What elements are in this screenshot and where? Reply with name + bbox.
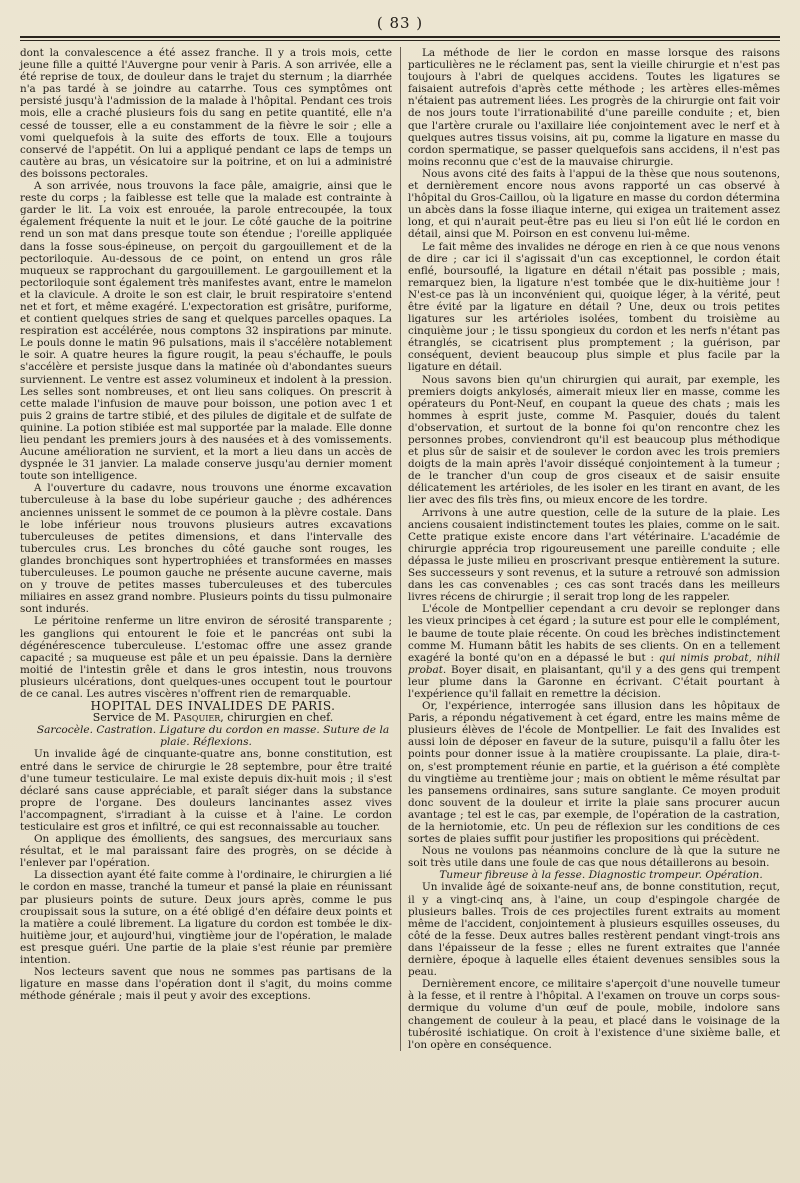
paragraph: Le péritoine renferme un litre environ de sérosité transparente ; les ganglions qui entourent le foie et le pancréas ont subi la dégénérescence tuberculeuse. L'estomac offre une assez grande capacité ; sa muqueuse est pâle et un peu épaissie. Dans la dernière moitié de l'intestin grêle et dans le gros intestin, nous trouvons plusieurs ulcérations, dont quelques-unes occupent tout le pourtour de ce canal. Les autres viscères n'offrent rien de remarquable. <box>20 615 392 700</box>
paragraph: Un invalide âgé de cinquante-quatre ans, bonne constitution, est entré dans le service de chirurgie le 28 septembre, pour être traité d'une tumeur testiculaire. Le mal existe depuis dix-huit mois ; il s'est déclaré sans cause appréciable, et paraît siéger dans la substance propre de l'organe. Des douleurs lancinantes assez vives l'accompagnent, s'irradiant à la cuisse et à l'aine. Le cordon testiculaire est gros et infiltré, ce qui est reconnaissable au toucher. <box>20 748 392 833</box>
section-title: HOPITAL DES INVALIDES DE PARIS. <box>90 699 336 714</box>
service-line <box>20 712 392 724</box>
paragraph: La méthode de lier le cordon en masse lorsque des raisons particulières ne le réclament pas, sent la vieille chirurgie et n'est pas toujours à l'abri de quelques accidens. Toutes les ligatures se faisaient autrefois d'après cette méthode ; les artères elles-mêmes n'étaient pas autrement liées. Les progrès de la chirurgie ont fait voir de nos jours toute l'irrationabilité d'une pareille conduite ; et, bien que l'artère crurale ou l'axillaire liée conjointement avec le nerf et à quelques autres tissus voisins, ait pu, comme la ligature en masse du cordon spermatique, se passer quelquefois sans accidens, il n'est pas moins reconnu que c'est de la mauvaise chirurgie. <box>408 47 780 168</box>
paragraph: Le fait même des invalides ne déroge en rien à ce que nous venons de dire ; car ici il s'agissait d'un cas exceptionnel, le cordon était enflé, boursouflé, la ligature en détail n'était pas possible ; mais, remarquez bien, la ligature n'est tombée que le dix-huitième jour ! N'est-ce pas là un inconvénient qui, quoique léger, à la vérité, peut être évité par la ligature en détail ? Une, deux ou trois petites ligatures sur les artérioles isolées, tombent du troisième au cinquième jour ; le tissu spongieux du cordon et les nerfs n'étant pas étranglés, se cicatrisent plus promptement ; la guérison, par conséquent, devient beaucoup plus simple et plus facile par la ligature en détail. <box>408 240 780 374</box>
page-number: ( 83 ) <box>376 14 424 32</box>
latin-quote: qui nimis probat, nihil probat <box>408 651 780 676</box>
paragraph: A son arrivée, nous trouvons la face pâle, amaigrie, ainsi que le reste du corps ; la faiblesse est telle que la malade est contrainte à garder le lit. La voix est enrouée, la parole entrecoupée, la toux également fréquente la nuit et le jour. Le côté gauche de la poitrine rend un son mat dans presque toute son étendue ; l'oreille appliquée dans la fosse sous-épineuse, on perçoit du gargouillement et de la pectoriloquie. Au-dessous de ce point, on entend un gros râle muqueux se rapprochant du gargouillement. Le gargouillement et la pectoriloquie sont également très manifestes avant, entre le mamelon et la clavicule. A droite le son est clair, le bruit respiratoire s'entend net et fort, et même exagéré. L'expectoration est grisâtre, puriforme, et contient quelques stries de sang et quelques parcelles opaques. La respiration est accélérée, nous comptons 32 inspirations par minute. Le pouls donne le matin 96 pulsations, mais il s'accélère notablement le soir. A quatre heures la figure rougit, la peau s'échauffe, le pouls s'accélère et persiste jusque dans la matinée où d'abondantes sueurs surviennent. Le ventre est assez volumineux et indolent à la pression. Les selles sont nombreuses, et ont lieu sans coliques. On prescrit à cette malade l'infusion de mauve pour boisson, une potion avec 1 et puis 2 grains de tartre stibié, et des pilules de digitale et de sulfate de quinine. La potion stibiée est mal supportée par la malade. Elle donne lieu pendant les premiers jours à des nausées et à des vomissements. Aucune amélioration ne survient, et la mort a lieu dans un accès de dyspnée le 31 janvier. La malade conserve jusqu'au dernier moment toute son intelligence. <box>20 180 392 483</box>
service-prefix: Service de M. <box>92 711 174 725</box>
case-title: Sarcocèle. Castration. Ligature du cordon en masse. Suture de la plaie. Réflexions. <box>36 724 390 749</box>
paragraph: A l'ouverture du cadavre, nous trouvons une énorme excavation tuberculeuse à la base du lobe supérieur gauche ; des adhérences anciennes unissent le sommet de ce poumon à la plèvre costale. Dans le lobe inférieur nous trouvons plusieurs autres excavations tuberculeuses de petites dimensions, et dans l'intervalle des tubercules crus. Les bronches du côté gauche sont rouges, les glandes bronchiques sont hypertrophiées et transformées en masses tuberculeuses. Le poumon gauche ne présente aucune caverne, mais on y trouve de petites masses tuberculeuses et des tubercules miliaires en assez grand nombre. Plusieurs points du tissu pulmonaire sont indurés. <box>20 482 392 616</box>
paragraph: dont la convalescence a été assez franche. Il y a trois mois, cette jeune fille a quitté l'Auvergne pour venir à Paris. A son arrivée, elle a été reprise de toux, de douleur dans le trajet du sternum ; la diarrhée n'a pas tardé à se joindre au catarrhe. Tous ces symptômes ont persisté jusqu'à l'admission de la malade à l'hôpital. Pendant ces trois mois, elle a craché plusieurs fois du sang en petite quantité, elle n'a cessé de tousser, elle a eu constamment de la fièvre le soir ; elle a vomi quelquefois à la suite des efforts de toux. Elle a toujours conservé de l'appétit. On lui a appliqué pendant ce laps de temps un cautère au bras, un vésicatoire sur la poitrine, et on lui a administré des boissons pectorales. <box>20 47 392 180</box>
header-rule <box>20 36 780 41</box>
right-column <box>408 47 780 1051</box>
paragraph: On applique des émollients, des sangsues, des mercuriaux sans résultat, et le mal paraissant faire des progrès, on se décide à l'enlever par l'opération. <box>20 833 392 870</box>
column-divider <box>400 47 401 1051</box>
surgeon-name: Pasquier <box>173 711 221 725</box>
paragraph: Nous ne voulons pas néanmoins conclure de là que la suture ne soit très utile dans une foule de cas que nous détaillerons au besoin. <box>408 845 780 870</box>
paragraph: Arrivons à une autre question, celle de la suture de la plaie. Les anciens cousaient indistinctement toutes les plaies, comme on le sait. Cette pratique existe encore dans l'art vétérinaire. L'académie de chirurgie apprécia trop rigoureusement une pareille conduite ; elle dépassa le juste milieu en proscrivant presque entièrement la suture. Ses successeurs y sont revenus, et la suture a retrouvé son admission dans les cas convenables ; ces cas sont tracés dans les meilleurs livres récens de chirurgie ; il serait trop long de les rappeler. <box>408 506 780 604</box>
paragraph-text: . Boyer disait, en plaisantant, qu'il y a des gens qui trempent leur plume dans la Garonne en écrivant. C'était pourtant à l'expérience qu'il fallait en remettre la décision. <box>408 663 780 700</box>
left-column <box>20 47 392 1051</box>
paragraph <box>408 603 780 700</box>
service-suffix: , chirurgien en chef. <box>220 711 334 725</box>
case-title: Tumeur fibreuse à la fesse. Diagnostic trompeur. Opération. <box>439 869 763 882</box>
paragraph: Nos lecteurs savent que nous ne sommes pas partisans de la ligature en masse dans l'opération dont il s'agit, du moins comme méthode générale ; mais il peut y avoir des exceptions. <box>20 966 392 1003</box>
paragraph: Nous savons bien qu'un chirurgien qui aurait, par exemple, les premiers doigts ankylosés, aimerait mieux lier en masse, comme les opérateurs du Pont-Neuf, en coupant la queue des chats ; mais les hommes à esprit juste, comme M. Pasquier, doués du talent d'observation, et surtout de la bonne foi qu'on rencontre chez les personnes probes, conviendront qu'il est beaucoup plus méthodique et plus sûr de saisir et de soulever le cordon avec les trois premiers doigts de la main après l'avoir disséqué conjointement à la tumeur ; de le trancher d'un coup de gros ciseaux et de saisir ensuite délicatement les artérioles, de les isoler en les tirant en avant, de les lier avec des fils très fins, ou mieux encore de les tordre. <box>408 373 780 507</box>
paragraph: Un invalide âgé de soixante-neuf ans, de bonne constitution, reçut, il y a vingt-cinq ans, à l'aine, un coup d'espingole chargée de plusieurs balles. Trois de ces projectiles furent extraits au moment même de l'accident, conjointement à plusieurs esquilles osseuses, du côté de la fesse. Deux autres balles restèrent pendant vingt-trois ans dans l'épaisseur de la fesse ; elles ne furent extraites que l'année dernière, époque à laquelle elles étaient devenues sensibles sous la peau. <box>408 881 780 979</box>
paragraph: Dernièrement encore, ce militaire s'aperçoit d'une nouvelle tumeur à la fesse, et il rentre à l'hôpital. A l'examen on trouve un corps sous-dermique du volume d'un œuf de poule, mobile, indolore sans changement de couleur à la peau, et placé dans le voisinage de la tubérosité ischiatique. On croit à l'existence d'une sixième balle, et l'on opère en conséquence. <box>408 978 780 1051</box>
columns <box>20 47 780 1051</box>
paragraph-text: L'école de Montpellier cependant a cru devoir se replonger dans les vieux principes à cet égard ; la suture est pour elle le complément, le baume de toute plaie récente. On coud les brèches indistinctement comme M. Humann bâtit les habits de ses clients. On en a tellement exagéré la bonté qu'on en a dépassé le but : <box>408 603 780 664</box>
paragraph: La dissection ayant été faite comme à l'ordinaire, le chirurgien a lié le cordon en masse, tranché la tumeur et pansé la plaie en réunissant par plusieurs points de suture. Deux jours après, comme le pus croupissait sous la suture, on a été obligé d'en défaire deux points et la matière a coulé librement. La ligature du cordon est tombée le dix-huitième jour, et aujourd'hui, vingtième jour de l'opération, le malade est presque guéri. Une partie de la plaie s'est réunie par première intention. <box>20 869 392 967</box>
paragraph: Or, l'expérience, interrogée sans illusion dans les hôpitaux de Paris, a répondu négativement à cet égard, entre les mains même de plusieurs élèves de l'école de Montpellier. Le fait des Invalides est aussi loin de déposer en faveur de la suture, puisqu'il a fallu ôter les points pour donner issue à la matière croupissante. La plaie, dira-t-on, s'est promptement réunie en partie, et la guérison a été complète du vingtième au trentième jour ; mais on obtient le même résultat par les pansemens ordinaires, sans suture sanglante. Ce moyen produit donc souvent de la douleur et irrite la plaie sans procurer aucun avantage ; tel est le cas, par exemple, de l'opération de la castration, de la herniotomie, etc. Un peu de réflexion sur les conditions de ces sortes de plaies suffit pour justifier les propositions qui précèdent. <box>408 700 780 846</box>
paragraph: Nous avons cité des faits à l'appui de la thèse que nous soutenons, et dernièrement encore nous avons rapporté un cas observé à l'hôpital du Gros-Caillou, où la ligature en masse du cordon détermina un abcès dans la fosse iliaque interne, qui exigea un traitement assez long, et qui n'aurait peut-être pas eu lieu si l'on eût lié le cordon en détail, ainsi que M. Poirson en est convenu lui-même. <box>408 167 780 241</box>
